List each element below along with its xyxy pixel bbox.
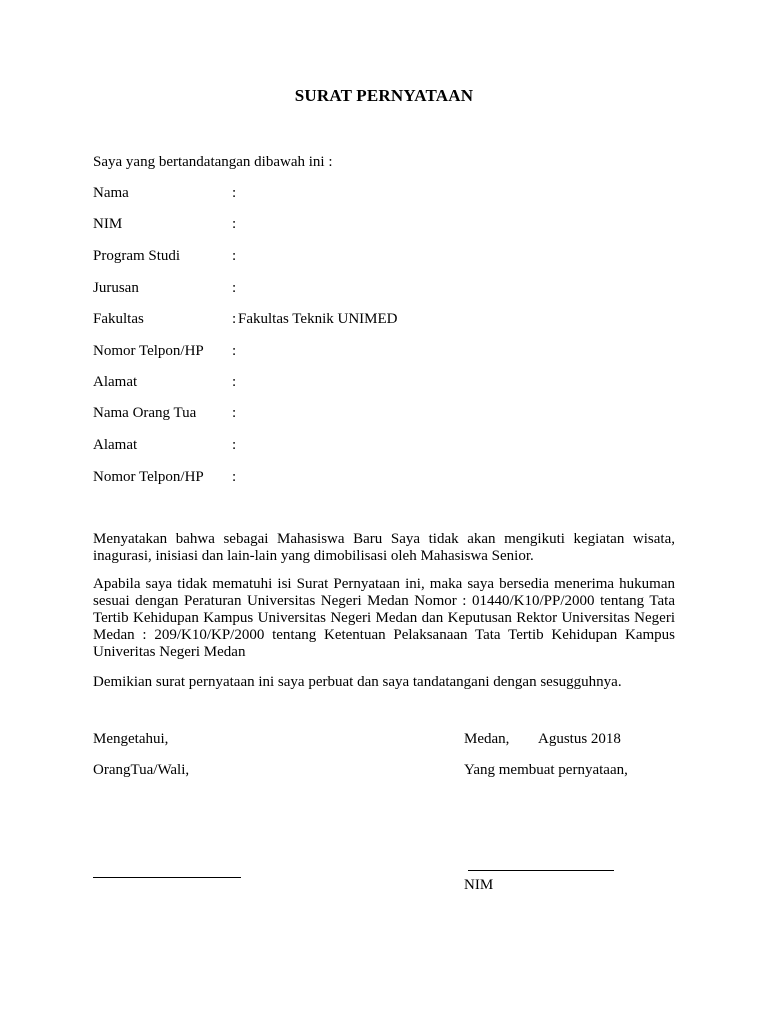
- nim-label: NIM: [464, 877, 494, 893]
- guardian-signature-line: [93, 877, 241, 878]
- field-jurusan: [93, 280, 693, 300]
- field-colon: :: [232, 374, 237, 390]
- field-colon: :: [232, 437, 237, 453]
- intro-text: Saya yang bertandatangan dibawah ini :: [93, 154, 333, 170]
- field-label: Program Studi: [93, 248, 181, 264]
- city-label: Medan,: [464, 731, 510, 747]
- field-nomor-telpon: [93, 343, 693, 363]
- field-label: Nomor Telpon/HP: [93, 343, 204, 359]
- acknowledged-label: Mengetahui,: [93, 731, 169, 747]
- field-colon: :: [232, 280, 237, 296]
- field-fakultas: [93, 311, 693, 331]
- field-nim: [93, 216, 693, 236]
- statement-paragraph: Menyatakan bahwa sebagai Mahasiswa Baru Saya tidak akan mengikuti kegiatan wisata, inagurasi, inisiasi dan lain-lain yang dimobilisasi oleh Mahasiswa Senior.: [93, 531, 675, 564]
- field-colon: :: [232, 469, 237, 485]
- declarant-signature-line: [468, 870, 614, 871]
- guardian-label: OrangTua/Wali,: [93, 762, 190, 778]
- closing-paragraph: Demikian surat pernyataan ini saya perbuat dan saya tandatangani dengan sesugguhnya.: [93, 674, 622, 690]
- field-nama-orang-tua: [93, 405, 693, 425]
- field-colon: :: [232, 405, 237, 421]
- date-label: Agustus 2018: [538, 731, 621, 747]
- document-title: SURAT PERNYATAAN: [294, 86, 474, 105]
- field-colon: :: [232, 216, 237, 232]
- field-label: Fakultas: [93, 311, 144, 327]
- field-alamat: [93, 374, 693, 394]
- field-nama: [93, 185, 693, 205]
- field-value: Fakultas Teknik UNIMED: [238, 311, 398, 327]
- field-label: Nomor Telpon/HP: [93, 469, 204, 485]
- field-colon: :: [232, 185, 237, 201]
- field-label: Nama Orang Tua: [93, 405, 197, 421]
- field-label: Nama: [93, 185, 129, 201]
- field-nomor-telpon-orang-tua: [93, 469, 693, 489]
- field-label: Alamat: [93, 437, 138, 453]
- declarant-label: Yang membuat pernyataan,: [464, 762, 628, 778]
- consequence-paragraph: Apabila saya tidak mematuhi isi Surat Pernyataan ini, maka saya bersedia menerima hukuman sesuai dengan Peraturan Universitas Negeri Medan Nomor : 01440/K10/PP/2000 tentang Tata Tertib Kehidupan Kampus Universitas Negeri Medan dan Keputusan Rektor Universitas Negeri Medan : 209/K10/KP/2000 tentang Ketentuan Pelaksanaan Tata Tertib Kehidupan Kampus Univeritas Negeri Medan: [93, 576, 675, 660]
- field-label: NIM: [93, 216, 123, 232]
- field-colon: :: [232, 343, 237, 359]
- field-colon: :: [232, 248, 237, 264]
- field-program-studi: [93, 248, 693, 268]
- field-label: Alamat: [93, 374, 138, 390]
- field-colon: :: [232, 311, 237, 327]
- field-alamat-orang-tua: [93, 437, 693, 457]
- field-label: Jurusan: [93, 280, 139, 296]
